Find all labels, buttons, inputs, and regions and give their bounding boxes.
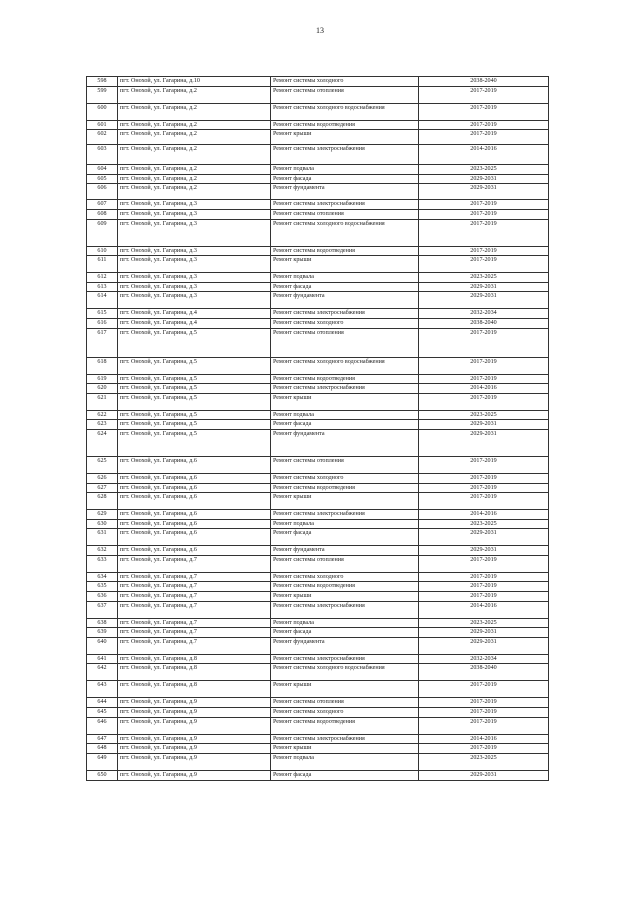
row-work-type: Ремонт крыши: [271, 256, 419, 273]
row-work-type: Ремонт системы холодного водоснабжения: [271, 357, 419, 374]
row-number: 616: [87, 318, 118, 328]
row-number: 609: [87, 219, 118, 246]
row-number: 641: [87, 654, 118, 664]
row-address: пгт. Онохой, ул. Гагарина, д.5: [118, 328, 271, 357]
row-address: пгт. Онохой, ул. Гагарина, д.4: [118, 318, 271, 328]
table-row: [87, 493, 549, 510]
row-number: 629: [87, 510, 118, 520]
row-period: 2023-2025: [419, 519, 549, 529]
row-address: пгт. Онохой, ул. Гагарина, д.6: [118, 546, 271, 556]
row-work-type: Ремонт системы электроснабжения: [271, 200, 419, 210]
row-work-type: Ремонт системы электроснабжения: [271, 145, 419, 165]
row-work-type: Ремонт крыши: [271, 393, 419, 410]
table-row: [87, 582, 549, 592]
row-number: 635: [87, 582, 118, 592]
row-number: 644: [87, 698, 118, 708]
row-address: пгт. Онохой, ул. Гагарина, д.3: [118, 256, 271, 273]
row-period: 2017-2019: [419, 219, 549, 246]
row-address: пгт. Онохой, ул. Гагарина, д.6: [118, 529, 271, 546]
row-number: 638: [87, 618, 118, 628]
row-work-type: Ремонт системы водоотведения: [271, 582, 419, 592]
row-number: 603: [87, 145, 118, 165]
table-row: [87, 410, 549, 420]
row-period: 2017-2019: [419, 572, 549, 582]
row-number: 600: [87, 103, 118, 120]
row-work-type: Ремонт подвала: [271, 618, 419, 628]
row-period: 2017-2019: [419, 681, 549, 698]
row-period: 2023-2025: [419, 618, 549, 628]
row-period: 2017-2019: [419, 86, 549, 103]
table-row: [87, 273, 549, 283]
row-address: пгт. Онохой, ул. Гагарина, д.2: [118, 86, 271, 103]
row-period: 2017-2019: [419, 374, 549, 384]
table-row: [87, 473, 549, 483]
row-work-type: Ремонт системы отопления: [271, 328, 419, 357]
row-period: 2017-2019: [419, 708, 549, 718]
table-row: [87, 519, 549, 529]
row-work-type: Ремонт крыши: [271, 681, 419, 698]
table-row: [87, 770, 549, 780]
row-number: 622: [87, 410, 118, 420]
row-number: 624: [87, 429, 118, 456]
row-address: пгт. Онохой, ул. Гагарина, д.7: [118, 601, 271, 618]
row-number: 625: [87, 456, 118, 473]
row-work-type: Ремонт крыши: [271, 592, 419, 602]
row-number: 615: [87, 309, 118, 319]
row-number: 627: [87, 483, 118, 493]
table-row: [87, 753, 549, 770]
row-number: 613: [87, 282, 118, 292]
row-address: пгт. Онохой, ул. Гагарина, д.7: [118, 582, 271, 592]
row-work-type: Ремонт системы водоотведения: [271, 483, 419, 493]
row-work-type: Ремонт фасада: [271, 420, 419, 430]
row-number: 636: [87, 592, 118, 602]
row-number: 639: [87, 628, 118, 638]
table-row: [87, 256, 549, 273]
row-number: 612: [87, 273, 118, 283]
table-row: [87, 744, 549, 754]
row-address: пгт. Онохой, ул. Гагарина, д.7: [118, 572, 271, 582]
row-period: 2017-2019: [419, 103, 549, 120]
row-address: пгт. Онохой, ул. Гагарина, д.9: [118, 744, 271, 754]
row-number: 637: [87, 601, 118, 618]
row-work-type: Ремонт системы отопления: [271, 698, 419, 708]
row-work-type: Ремонт крыши: [271, 130, 419, 145]
row-address: пгт. Онохой, ул. Гагарина, д.5: [118, 393, 271, 410]
table-row: [87, 77, 549, 87]
row-period: 2023-2025: [419, 753, 549, 770]
row-number: 642: [87, 664, 118, 681]
row-period: 2017-2019: [419, 256, 549, 273]
row-period: 2017-2019: [419, 130, 549, 145]
row-number: 628: [87, 493, 118, 510]
row-period: 2014-2016: [419, 734, 549, 744]
row-work-type: Ремонт системы водоотведения: [271, 246, 419, 256]
row-work-type: Ремонт системы электроснабжения: [271, 510, 419, 520]
table-row: [87, 86, 549, 103]
row-number: 601: [87, 120, 118, 130]
row-number: 631: [87, 529, 118, 546]
row-period: 2017-2019: [419, 717, 549, 734]
row-period: 2017-2019: [419, 698, 549, 708]
row-work-type: Ремонт фундамента: [271, 292, 419, 309]
row-address: пгт. Онохой, ул. Гагарина, д.5: [118, 410, 271, 420]
row-address: пгт. Онохой, ул. Гагарина, д.3: [118, 246, 271, 256]
row-period: 2029-2031: [419, 637, 549, 654]
row-address: пгт. Онохой, ул. Гагарина, д.6: [118, 456, 271, 473]
table-row: [87, 174, 549, 184]
row-period: 2029-2031: [419, 628, 549, 638]
row-work-type: Ремонт подвала: [271, 273, 419, 283]
row-address: пгт. Онохой, ул. Гагарина, д.6: [118, 493, 271, 510]
row-address: пгт. Онохой, ул. Гагарина, д.3: [118, 219, 271, 246]
table-row: [87, 374, 549, 384]
row-period: 2038-2040: [419, 664, 549, 681]
table-row: [87, 103, 549, 120]
row-work-type: Ремонт системы холодного водоснабжения: [271, 103, 419, 120]
row-work-type: Ремонт системы холодного: [271, 77, 419, 87]
row-work-type: Ремонт фундамента: [271, 637, 419, 654]
table-row: [87, 357, 549, 374]
table-row: [87, 429, 549, 456]
table-row: [87, 292, 549, 309]
row-number: 630: [87, 519, 118, 529]
row-work-type: Ремонт фасада: [271, 282, 419, 292]
row-number: 608: [87, 209, 118, 219]
row-number: 618: [87, 357, 118, 374]
row-work-type: Ремонт системы электроснабжения: [271, 601, 419, 618]
table-row: [87, 420, 549, 430]
table-row: [87, 130, 549, 145]
row-number: 602: [87, 130, 118, 145]
table-row: [87, 328, 549, 357]
table-row: [87, 734, 549, 744]
row-address: пгт. Онохой, ул. Гагарина, д.2: [118, 120, 271, 130]
row-address: пгт. Онохой, ул. Гагарина, д.2: [118, 184, 271, 200]
table-row: [87, 546, 549, 556]
row-work-type: Ремонт системы электроснабжения: [271, 654, 419, 664]
table-row: [87, 601, 549, 618]
row-period: 2023-2025: [419, 273, 549, 283]
row-period: 2032-2034: [419, 654, 549, 664]
row-number: 605: [87, 174, 118, 184]
row-period: 2014-2016: [419, 145, 549, 165]
row-period: 2029-2031: [419, 282, 549, 292]
row-period: 2017-2019: [419, 209, 549, 219]
row-number: 610: [87, 246, 118, 256]
row-address: пгт. Онохой, ул. Гагарина, д.6: [118, 519, 271, 529]
table-row: [87, 318, 549, 328]
row-address: пгт. Онохой, ул. Гагарина, д.2: [118, 103, 271, 120]
table-row: [87, 681, 549, 698]
row-address: пгт. Онохой, ул. Гагарина, д.2: [118, 165, 271, 175]
row-period: 2014-2016: [419, 601, 549, 618]
table-row: [87, 698, 549, 708]
row-address: пгт. Онохой, ул. Гагарина, д.5: [118, 420, 271, 430]
row-work-type: Ремонт крыши: [271, 493, 419, 510]
row-number: 643: [87, 681, 118, 698]
row-work-type: Ремонт подвала: [271, 519, 419, 529]
row-address: пгт. Онохой, ул. Гагарина, д.5: [118, 374, 271, 384]
row-work-type: Ремонт фасада: [271, 529, 419, 546]
row-period: 2017-2019: [419, 120, 549, 130]
row-work-type: Ремонт системы холодного: [271, 708, 419, 718]
row-period: 2029-2031: [419, 770, 549, 780]
row-work-type: Ремонт подвала: [271, 165, 419, 175]
row-address: пгт. Онохой, ул. Гагарина, д.3: [118, 209, 271, 219]
row-period: 2038-2040: [419, 318, 549, 328]
row-number: 614: [87, 292, 118, 309]
row-number: 619: [87, 374, 118, 384]
row-address: пгт. Онохой, ул. Гагарина, д.2: [118, 130, 271, 145]
table-row: [87, 529, 549, 546]
row-number: 633: [87, 555, 118, 572]
row-number: 607: [87, 200, 118, 210]
row-address: пгт. Онохой, ул. Гагарина, д.7: [118, 555, 271, 572]
row-number: 620: [87, 384, 118, 394]
row-period: 2029-2031: [419, 420, 549, 430]
table-row: [87, 555, 549, 572]
repair-schedule-table-wrapper: [86, 76, 548, 781]
row-period: 2017-2019: [419, 200, 549, 210]
row-number: 626: [87, 473, 118, 483]
row-address: пгт. Онохой, ул. Гагарина, д.8: [118, 681, 271, 698]
row-number: 599: [87, 86, 118, 103]
row-work-type: Ремонт системы водоотведения: [271, 717, 419, 734]
row-work-type: Ремонт крыши: [271, 744, 419, 754]
row-address: пгт. Онохой, ул. Гагарина, д.8: [118, 654, 271, 664]
row-period: 2032-2034: [419, 309, 549, 319]
table-row: [87, 309, 549, 319]
table-row: [87, 654, 549, 664]
row-work-type: Ремонт фундамента: [271, 184, 419, 200]
row-number: 634: [87, 572, 118, 582]
row-period: 2014-2016: [419, 510, 549, 520]
row-address: пгт. Онохой, ул. Гагарина, д.9: [118, 698, 271, 708]
row-number: 645: [87, 708, 118, 718]
row-address: пгт. Онохой, ул. Гагарина, д.6: [118, 473, 271, 483]
row-address: пгт. Онохой, ул. Гагарина, д.2: [118, 174, 271, 184]
row-period: 2017-2019: [419, 555, 549, 572]
row-number: 617: [87, 328, 118, 357]
table-row: [87, 184, 549, 200]
row-address: пгт. Онохой, ул. Гагарина, д.9: [118, 717, 271, 734]
table-row: [87, 200, 549, 210]
table-row: [87, 384, 549, 394]
row-work-type: Ремонт системы отопления: [271, 555, 419, 572]
row-address: пгт. Онохой, ул. Гагарина, д.3: [118, 282, 271, 292]
table-row: [87, 165, 549, 175]
table-row: [87, 483, 549, 493]
row-period: 2038-2040: [419, 77, 549, 87]
row-address: пгт. Онохой, ул. Гагарина, д.9: [118, 734, 271, 744]
row-work-type: Ремонт системы холодного водоснабжения: [271, 219, 419, 246]
table-row: [87, 592, 549, 602]
table-row: [87, 572, 549, 582]
row-number: 604: [87, 165, 118, 175]
row-address: пгт. Онохой, ул. Гагарина, д.4: [118, 309, 271, 319]
row-address: пгт. Онохой, ул. Гагарина, д.5: [118, 384, 271, 394]
page-number: 13: [316, 26, 324, 35]
row-period: 2023-2025: [419, 165, 549, 175]
row-number: 646: [87, 717, 118, 734]
row-number: 632: [87, 546, 118, 556]
row-period: 2017-2019: [419, 493, 549, 510]
row-number: 598: [87, 77, 118, 87]
table-row: [87, 510, 549, 520]
row-period: 2017-2019: [419, 582, 549, 592]
table-row: [87, 664, 549, 681]
repair-schedule-table: [86, 76, 549, 781]
row-address: пгт. Онохой, ул. Гагарина, д.2: [118, 145, 271, 165]
row-number: 640: [87, 637, 118, 654]
table-body: [87, 77, 549, 781]
row-number: 647: [87, 734, 118, 744]
table-row: [87, 717, 549, 734]
table-row: [87, 246, 549, 256]
row-work-type: Ремонт фасада: [271, 770, 419, 780]
row-period: 2029-2031: [419, 184, 549, 200]
row-work-type: Ремонт системы электроснабжения: [271, 734, 419, 744]
row-work-type: Ремонт фасада: [271, 174, 419, 184]
row-work-type: Ремонт фундамента: [271, 546, 419, 556]
row-work-type: Ремонт системы электроснабжения: [271, 384, 419, 394]
row-period: 2017-2019: [419, 357, 549, 374]
row-address: пгт. Онохой, ул. Гагарина, д.7: [118, 628, 271, 638]
row-work-type: Ремонт системы холодного: [271, 572, 419, 582]
row-period: 2017-2019: [419, 473, 549, 483]
row-work-type: Ремонт системы холодного: [271, 318, 419, 328]
row-address: пгт. Онохой, ул. Гагарина, д.3: [118, 273, 271, 283]
row-number: 606: [87, 184, 118, 200]
table-row: [87, 456, 549, 473]
table-row: [87, 708, 549, 718]
row-period: 2017-2019: [419, 744, 549, 754]
row-work-type: Ремонт системы водоотведения: [271, 120, 419, 130]
row-work-type: Ремонт подвала: [271, 753, 419, 770]
row-address: пгт. Онохой, ул. Гагарина, д.6: [118, 510, 271, 520]
row-number: 621: [87, 393, 118, 410]
row-period: 2017-2019: [419, 592, 549, 602]
row-address: пгт. Онохой, ул. Гагарина, д.10: [118, 77, 271, 87]
row-work-type: Ремонт системы электроснабжения: [271, 309, 419, 319]
row-address: пгт. Онохой, ул. Гагарина, д.5: [118, 357, 271, 374]
row-period: 2017-2019: [419, 483, 549, 493]
table-row: [87, 120, 549, 130]
row-period: 2023-2025: [419, 410, 549, 420]
row-work-type: Ремонт системы водоотведения: [271, 374, 419, 384]
row-number: 611: [87, 256, 118, 273]
row-period: 2029-2031: [419, 429, 549, 456]
table-row: [87, 209, 549, 219]
row-period: 2014-2016: [419, 384, 549, 394]
row-work-type: Ремонт системы отопления: [271, 209, 419, 219]
row-work-type: Ремонт фундамента: [271, 429, 419, 456]
table-row: [87, 628, 549, 638]
row-address: пгт. Онохой, ул. Гагарина, д.8: [118, 664, 271, 681]
table-row: [87, 145, 549, 165]
row-period: 2017-2019: [419, 456, 549, 473]
row-work-type: Ремонт системы отопления: [271, 456, 419, 473]
row-number: 650: [87, 770, 118, 780]
row-work-type: Ремонт подвала: [271, 410, 419, 420]
row-work-type: Ремонт системы холодного водоснабжения: [271, 664, 419, 681]
row-address: пгт. Онохой, ул. Гагарина, д.9: [118, 770, 271, 780]
row-period: 2029-2031: [419, 292, 549, 309]
row-address: пгт. Онохой, ул. Гагарина, д.9: [118, 708, 271, 718]
row-address: пгт. Онохой, ул. Гагарина, д.5: [118, 429, 271, 456]
table-row: [87, 282, 549, 292]
row-period: 2017-2019: [419, 328, 549, 357]
row-address: пгт. Онохой, ул. Гагарина, д.7: [118, 592, 271, 602]
row-period: 2017-2019: [419, 246, 549, 256]
row-period: 2029-2031: [419, 174, 549, 184]
row-address: пгт. Онохой, ул. Гагарина, д.9: [118, 753, 271, 770]
row-address: пгт. Онохой, ул. Гагарина, д.7: [118, 618, 271, 628]
row-number: 648: [87, 744, 118, 754]
row-address: пгт. Онохой, ул. Гагарина, д.7: [118, 637, 271, 654]
row-work-type: Ремонт системы холодного: [271, 473, 419, 483]
row-address: пгт. Онохой, ул. Гагарина, д.3: [118, 200, 271, 210]
row-period: 2029-2031: [419, 546, 549, 556]
table-row: [87, 393, 549, 410]
table-row: [87, 219, 549, 246]
table-row: [87, 637, 549, 654]
row-work-type: Ремонт фасада: [271, 628, 419, 638]
row-period: 2017-2019: [419, 393, 549, 410]
row-number: 623: [87, 420, 118, 430]
row-work-type: Ремонт системы отопления: [271, 86, 419, 103]
row-address: пгт. Онохой, ул. Гагарина, д.3: [118, 292, 271, 309]
table-row: [87, 618, 549, 628]
row-period: 2029-2031: [419, 529, 549, 546]
row-address: пгт. Онохой, ул. Гагарина, д.6: [118, 483, 271, 493]
row-number: 649: [87, 753, 118, 770]
